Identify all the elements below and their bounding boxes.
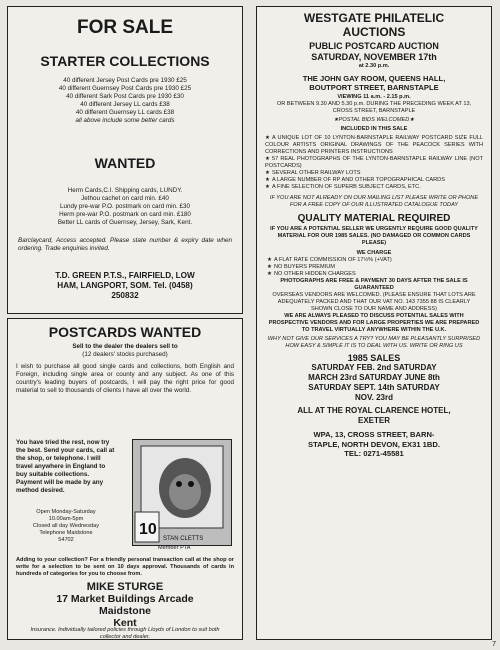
page-number: 7 — [492, 641, 496, 648]
ad-for-sale — [7, 6, 243, 314]
list-item: Herm pre-war P.O. postmark on card min. £180 — [59, 211, 191, 218]
orangutan-stamp-photo — [132, 439, 232, 546]
item-text: A FINE SELECTION OF SUPERB SUBJECT CARDS, ETC. — [272, 184, 421, 190]
star-icon: ★ — [267, 271, 273, 277]
address-line: Kent — [113, 617, 137, 629]
mailing-list-note: IF YOU ARE NOT ALREADY ON OUR MAILING LIST PLEASE WRITE OR PHONE FOR A FREE COPY OF OUR ILLUSTRATED CATALOGUE TODAY — [269, 195, 479, 208]
list-item — [265, 156, 483, 170]
dealer-line: 250832 — [111, 291, 139, 300]
hours-line: Closed all day Wednesday — [32, 523, 100, 529]
address-line: Maidstone — [99, 605, 151, 617]
hotel-line: EXETER — [357, 416, 390, 425]
item-text: 57 REAL PHOTOGRAPHS OF THE LYNTON-BARNSTAPLE RAILWAY LINE (NOT POSTCARDS) — [265, 156, 483, 169]
star-icon: ★ — [267, 257, 273, 263]
dealer-address — [8, 271, 242, 301]
wpa-address — [257, 430, 491, 459]
quality-paragraph: IF YOU ARE A POTENTIAL SELLER WE URGENTLY REQUIRE GOOD QUALITY MATERIAL FOR OUR 1985 SALES. (NO DAMAGED OR COMMON CARDS PLEASE) — [270, 226, 478, 246]
list-item — [265, 135, 483, 156]
dealer-address — [8, 593, 242, 629]
auction-heading — [257, 41, 491, 63]
ad-title — [257, 11, 491, 39]
ad-westgate-auctions — [256, 6, 492, 640]
star-icon: ★ — [265, 184, 271, 190]
ad-postcards-wanted — [7, 318, 243, 640]
list-item — [267, 264, 481, 271]
insurance-note: Insurance. Individually tailored policies through Lloyds of London to suit both collector and dealer. — [30, 627, 220, 640]
svg-text:10: 10 — [139, 521, 157, 538]
item-text: SEVERAL OTHER RAILWAY LOTS — [272, 170, 361, 176]
charges-list — [267, 257, 481, 278]
try-best-paragraph: You have tried the rest, now try the best. Send your cards, call at the shop, or telephone. I will travel anywhere in England to buy suitable collections. Payment will be made by any method desired. — [16, 439, 115, 494]
list-item — [265, 170, 483, 177]
star-icon: ★ — [267, 264, 273, 270]
phone-line: 54702 — [58, 537, 74, 543]
venue-line: THE JOHN GAY ROOM, QUEENS HALL, — [302, 74, 446, 83]
list-item: 40 different Guernsey Post Cards pre 1930 £25 — [58, 85, 192, 92]
venue-line: BOUTPORT STREET, BARNSTAPLE — [309, 83, 439, 92]
auction-time: at 2.30 p.m. — [358, 63, 390, 69]
we-charge-heading: WE CHARGE — [356, 250, 392, 256]
star-icon: ★ — [265, 135, 271, 141]
try-note: WHY NOT GIVE OUR SERVICES A TRY? YOU MAY BE PLEASANTLY SURPRISED HOW EASY & SIMPLE IT IS TO DEAL WITH US. WRITE OR RING US — [267, 336, 481, 349]
ad-title: FOR SALE — [76, 17, 174, 38]
hotel — [257, 406, 491, 426]
svg-text:STAN CLETTS: STAN CLETTS — [163, 536, 204, 542]
ad-subtitle: STARTER COLLECTIONS — [40, 53, 210, 69]
purchase-paragraph: I wish to purchase all good single cards and collections, both English and Foreign, including single area or county and any subject. As one of this country's leading buyers of postcards, I will pay the right price for good material to sell to thousands of clients I have all over the world. — [16, 363, 234, 394]
list-item: Herm Cards,C.I. Shipping cards, LUNDY. — [67, 187, 183, 194]
list-item: Lundy pre-war P.O. postmark on card min. £30 — [59, 203, 191, 210]
title-line: WESTGATE PHILATELIC — [303, 11, 445, 25]
postal-bids: ★POSTAL BIDS WELCOMED★ — [333, 117, 415, 123]
hotel-line: ALL AT THE ROYAL CLARENCE HOTEL, — [297, 406, 451, 415]
sale-items-list — [265, 135, 483, 191]
hours-line: 10.00am-5pm — [48, 516, 84, 522]
opening-hours — [16, 509, 116, 544]
title-line: AUCTIONS — [342, 25, 406, 39]
list-item: 40 different Sark Post Cards pre 1930 £30 — [66, 93, 184, 100]
overseas-note: OVERSEAS VENDORS ARE WELCOMED. (PLEASE ENSURE THAT LOTS ARE ADEQUATELY PACKED AND THAT OUR VAT NO. 143 7355 88 IS CLEARLY SHOWN CLOSE TO OUR NAME AND ADDRESS) — [272, 292, 476, 312]
heading-line: SATURDAY, NOVEMBER 17th — [311, 52, 437, 62]
list-item: 40 different Guernsey LL cards £38 — [75, 109, 175, 116]
included-heading: INCLUDED IN THIS SALE — [340, 126, 408, 132]
sales-line: SATURDAY SEPT. 14th SATURDAY — [308, 383, 440, 392]
star-icon: ★ — [265, 177, 271, 183]
item-text: A LARGE NUMBER OF RP AND OTHER TOPOGRAPHICAL CARDS — [272, 177, 445, 183]
heading-line: PUBLIC POSTCARD AUCTION — [309, 41, 439, 51]
ad-subtitle-note: (12 dealers' stocks purchased) — [82, 351, 168, 358]
sales-line: NOV. 23rd — [355, 393, 393, 402]
item-text: NO BUYERS PREMIUM — [274, 264, 335, 270]
list-item — [267, 257, 481, 264]
list-item: 40 different Jersey LL cards £38 — [80, 101, 170, 108]
discuss-note: WE ARE ALWAYS PLEASED TO DISCUSS POTENTIAL SALES WITH PROSPECTIVE VENDORS AND FOR LARGE PROPERTIES WE ARE PREPARED TO TRAVEL VIRTUALLY ANYWHERE WITHIN THE U.K. — [268, 313, 480, 333]
sales-heading: 1985 SALES — [347, 353, 401, 363]
address-line: STAPLE, NORTH DEVON, EX31 1BD. — [308, 439, 440, 449]
payment-note: Barclaycard, Access accepted. Please state number & expiry date when ordering. Trade enquiries invited. — [18, 237, 232, 252]
phone-line: Telephone Maidstone — [39, 530, 93, 536]
address-line: TEL: 0271-45581 — [344, 449, 404, 458]
dealer-line: T.D. GREEN P.T.S., FAIRFIELD, LOW — [55, 271, 195, 280]
collection-paragraph: Adding to your collection? For a friendly personal transaction call at the shop or write for a selection to be sent on 10 days approval. Thousands of cards in hundreds of categories for you to choose from. — [16, 557, 234, 577]
list-item: 40 different Jersey Post Cards pre 1930 £25 — [63, 77, 187, 84]
wanted-title: WANTED — [94, 155, 156, 171]
items-note: all above include some better cards — [75, 117, 175, 124]
star-icon: ★ — [265, 156, 271, 162]
sale-items-list — [8, 77, 242, 125]
list-item — [267, 271, 481, 278]
sales-line: SATURDAY FEB. 2nd SATURDAY — [311, 363, 437, 372]
star-icon: ★ — [265, 170, 271, 176]
list-item — [265, 184, 483, 191]
sales-line: MARCH 23rd SATURDAY JUNE 8th — [308, 373, 440, 382]
dealer-name: MIKE STURGE — [86, 581, 164, 593]
venue — [257, 74, 491, 92]
list-item: Better LL cards of Guernsey, Jersey, Sark, Kent. — [57, 219, 193, 226]
viewing-times: VIEWING 11 a.m. - 2.15 p.m. — [337, 94, 411, 100]
quality-heading: QUALITY MATERIAL REQUIRED — [297, 213, 451, 224]
hours-line: Open Monday-Saturday — [36, 509, 96, 515]
payment-guarantee: PHOTOGRAPHS ARE FREE & PAYMENT 30 DAYS AFTER THE SALE IS GUARANTEED — [280, 278, 468, 291]
address-line: 17 Market Buildings Arcade — [56, 593, 194, 605]
item-text: A FLAT RATE COMMISSION OF 17½% (+VAT) — [274, 257, 392, 263]
item-text: NO OTHER HIDDEN CHARGES — [274, 271, 356, 277]
ad-title: POSTCARDS WANTED — [48, 324, 202, 340]
viewing-details: OR BETWEEN 9.30 AND 5.30 p.m. DURING THE PRECEDING WEEK AT 13, CROSS STREET, BARNSTAPLE — [276, 101, 472, 114]
dealer-line: HAM, LANGPORT, SOM. Tel. (0458) — [57, 281, 193, 290]
stamp-illustration-icon — [133, 440, 231, 545]
sales-dates — [257, 363, 491, 403]
member-pta: Member PTA — [158, 545, 191, 551]
wanted-list — [8, 187, 242, 227]
list-item: Jethou cachet on card min. £40 — [81, 195, 169, 202]
address-line: WPA, 13, CROSS STREET, BARN- — [313, 430, 435, 439]
list-item — [265, 177, 483, 184]
item-text: A UNIQUE LOT OF 10 LYNTON-BARNSTAPLE RAILWAY POSTCARD SIZE FULL COLOUR ARTISTS ORIGINAL DRAWINGS OF THE PEACOCK SERIES WITH CORRECTIONS AND PRINTERS INSTRUCTIONS — [265, 135, 483, 155]
ad-subtitle: Sell to the dealer the dealers sell to — [72, 343, 178, 350]
